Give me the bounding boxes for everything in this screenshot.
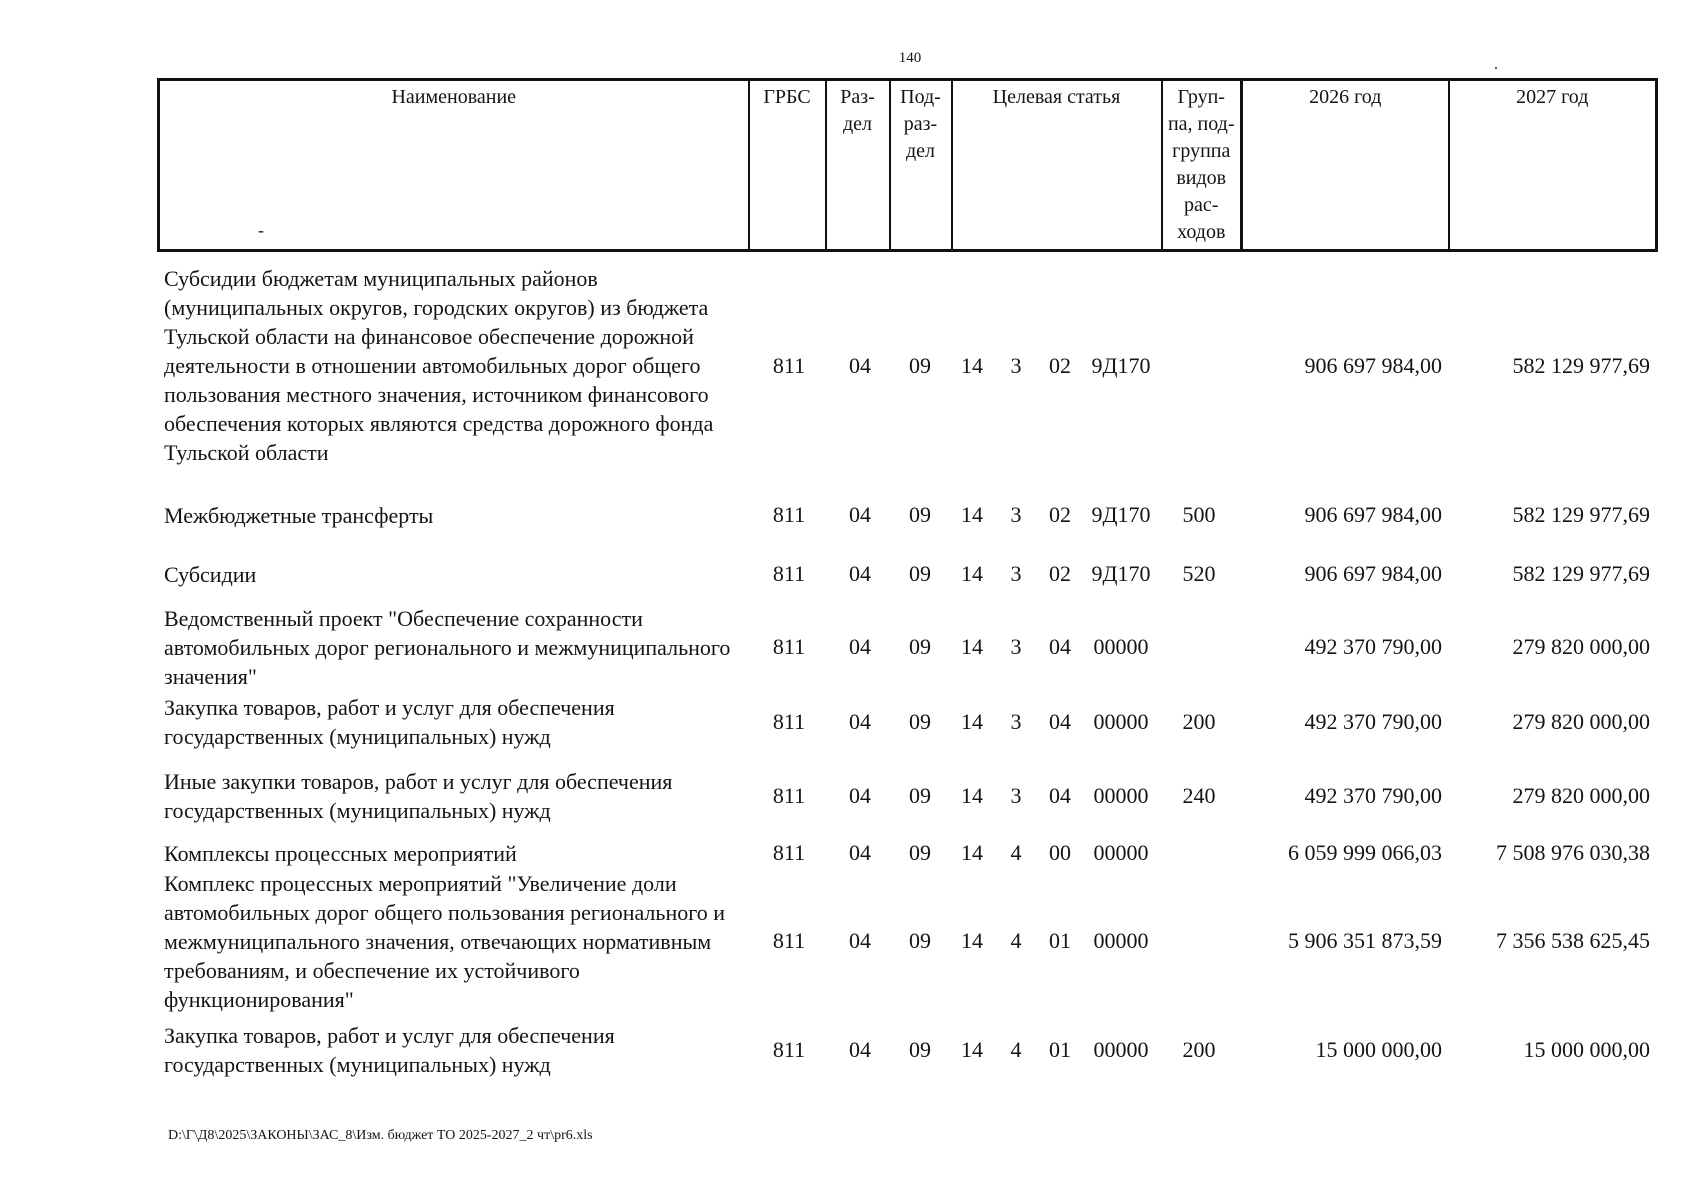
cell-year-2027: 582 129 977,69 [1512,561,1650,586]
row-name: Субсидии [164,561,257,587]
cell-year-2027: 582 129 977,69 [1512,502,1650,527]
cell-expense-group: 200 [1182,709,1216,734]
cell-target-direction: 9Д170 [1091,352,1151,378]
cell-year-2026: 492 370 790,00 [1304,783,1442,808]
cell-expense-group [1172,866,1226,1016]
cell-podrazdel: 09 [909,502,931,527]
cell-target-structure: 00 [1049,840,1071,865]
cell-podrazdel: 09 [909,1037,931,1062]
cell-target-program: 14 [961,352,983,378]
cell-razdel: 04 [849,502,871,527]
cell-grbs: 811 [772,502,806,527]
cell-grbs: 811 [772,928,806,953]
cell-target-type: 3 [1010,709,1022,734]
table-row [0,258,1696,473]
cell-year-2026: 15 000 000,00 [1315,1037,1442,1062]
cell-year-2027: 279 820 000,00 [1512,634,1650,659]
cell-target-structure: 02 [1049,561,1071,586]
cell-target-direction: 00000 [1093,928,1149,953]
corner-mark: . [1494,56,1498,73]
cell-razdel: 04 [849,1037,871,1062]
table-header [157,78,1658,252]
header-name: Наименование [159,80,749,251]
cell-target-direction: 00000 [1093,1037,1149,1062]
row-name: Межбюджетные трансферты [164,502,434,528]
cell-target-structure: 02 [1049,352,1071,378]
cell-target-structure: 04 [1049,634,1071,659]
cell-grbs: 811 [772,709,806,734]
cell-target-structure: 01 [1049,928,1071,953]
cell-expense-group: 520 [1182,561,1216,586]
cell-target-structure: 01 [1049,1037,1071,1062]
cell-podrazdel: 09 [909,634,931,659]
row-name: Комплексы процессных мероприятий [164,840,517,866]
cell-year-2026: 492 370 790,00 [1304,634,1442,659]
cell-grbs: 811 [772,783,806,808]
cell-target-program: 14 [961,928,983,953]
cell-year-2027: 279 820 000,00 [1512,709,1650,734]
cell-target-type: 3 [1010,502,1022,527]
cell-target-type: 4 [1010,928,1022,953]
cell-podrazdel: 09 [909,928,931,953]
cell-expense-group: 500 [1182,502,1216,527]
header-dash: - [258,220,264,240]
cell-razdel: 04 [849,352,871,378]
cell-expense-group: 200 [1182,1037,1216,1062]
cell-target-program: 14 [961,840,983,865]
cell-target-program: 14 [961,709,983,734]
row-name: Комплекс процессных мероприятий "Увеличение доли автомобильных дорог общего пользования регионального и межмуниципального значения, отвечающих нормативным требованиям, и обеспечение их устойчивого функционирования" [164,870,725,1012]
cell-target-program: 14 [961,634,983,659]
cell-year-2027: 15 000 000,00 [1523,1037,1650,1062]
footer-file-path: D:\Г\Д8\2025\ЗАКОНЫ\ЗАС_8\Изм. бюджет ТО 2025-2027_2 чт\pr6.xls [168,1128,593,1143]
cell-target-type: 3 [1010,634,1022,659]
row-name: Закупка товаров, работ и услуг для обеспечения государственных (муниципальных) нужд [164,1023,615,1077]
page-number: 140 [898,50,922,66]
cell-razdel: 04 [849,783,871,808]
cell-grbs: 811 [772,352,806,378]
cell-expense-group [1172,603,1226,691]
row-name: Субсидии бюджетам муниципальных районов (муниципальных округов, городских округов) из бюджета Тульской области на финансовое обеспечение дорожной деятельности в отношении автомобильных дорог общего пользования местного значения, источником финансового обеспечения которых являются средства дорожного фонда Тульской области [164,266,714,465]
table-row [0,603,1696,691]
cell-grbs: 811 [772,634,806,659]
header-expense-group: Груп- па, под- группа видов рас- ходов [1162,80,1242,251]
cell-year-2027: 582 129 977,69 [1512,352,1650,378]
cell-podrazdel: 09 [909,709,931,734]
row-name: Закупка товаров, работ и услуг для обеспечения государственных (муниципальных) нужд [164,695,615,749]
cell-year-2026: 906 697 984,00 [1304,561,1442,586]
cell-target-type: 4 [1010,840,1022,865]
cell-razdel: 04 [849,928,871,953]
table-row [0,1020,1696,1080]
cell-razdel: 04 [849,561,871,586]
table-row [0,557,1696,591]
cell-grbs: 811 [772,840,806,865]
cell-target-direction: 9Д170 [1091,561,1151,586]
cell-target-direction: 9Д170 [1091,502,1151,527]
cell-expense-group [1172,258,1226,473]
header-year-2026: 2026 год [1242,80,1449,251]
cell-year-2026: 906 697 984,00 [1304,502,1442,527]
cell-year-2027: 7 356 538 625,45 [1496,928,1650,953]
cell-razdel: 04 [849,840,871,865]
header-target-article: Целевая статья [952,80,1162,251]
cell-year-2026: 6 059 999 066,03 [1288,840,1442,865]
cell-target-structure: 04 [1049,709,1071,734]
cell-target-type: 3 [1010,783,1022,808]
cell-target-direction: 00000 [1093,840,1149,865]
row-name: Ведомственный проект "Обеспечение сохранности автомобильных дорог регионального и межмуниципального значения" [164,605,731,689]
cell-target-direction: 00000 [1093,634,1149,659]
cell-year-2026: 5 906 351 873,59 [1288,928,1442,953]
cell-target-program: 14 [961,561,983,586]
cell-year-2027: 279 820 000,00 [1512,783,1650,808]
cell-expense-group [1172,836,1226,870]
cell-year-2026: 906 697 984,00 [1304,352,1442,378]
cell-grbs: 811 [772,561,806,586]
table-row [0,766,1696,826]
cell-year-2026: 492 370 790,00 [1304,709,1442,734]
cell-podrazdel: 09 [909,783,931,808]
header-grbs: ГРБС [749,80,826,251]
header-year-2027: 2027 год [1449,80,1657,251]
cell-grbs: 811 [772,1037,806,1062]
cell-target-program: 14 [961,502,983,527]
table-row [0,692,1696,752]
cell-podrazdel: 09 [909,840,931,865]
cell-razdel: 04 [849,709,871,734]
header-podrazdel: Под- раз- дел [890,80,952,251]
cell-target-program: 14 [961,783,983,808]
cell-year-2027: 7 508 976 030,38 [1496,840,1650,865]
cell-razdel: 04 [849,634,871,659]
table-row [0,866,1696,1016]
table-row [0,836,1696,870]
row-name: Иные закупки товаров, работ и услуг для обеспечения государственных (муниципальных) нужд [164,769,673,823]
cell-target-program: 14 [961,1037,983,1062]
cell-target-structure: 04 [1049,783,1071,808]
cell-expense-group: 240 [1182,783,1216,808]
cell-podrazdel: 09 [909,561,931,586]
header-razdel: Раз- дел [826,80,890,251]
cell-target-type: 4 [1010,1037,1022,1062]
cell-target-direction: 00000 [1093,709,1149,734]
cell-target-direction: 00000 [1093,783,1149,808]
cell-target-type: 3 [1010,561,1022,586]
cell-podrazdel: 09 [909,352,931,378]
cell-target-structure: 02 [1049,502,1071,527]
cell-target-type: 3 [1010,352,1022,378]
table-row [0,498,1696,532]
